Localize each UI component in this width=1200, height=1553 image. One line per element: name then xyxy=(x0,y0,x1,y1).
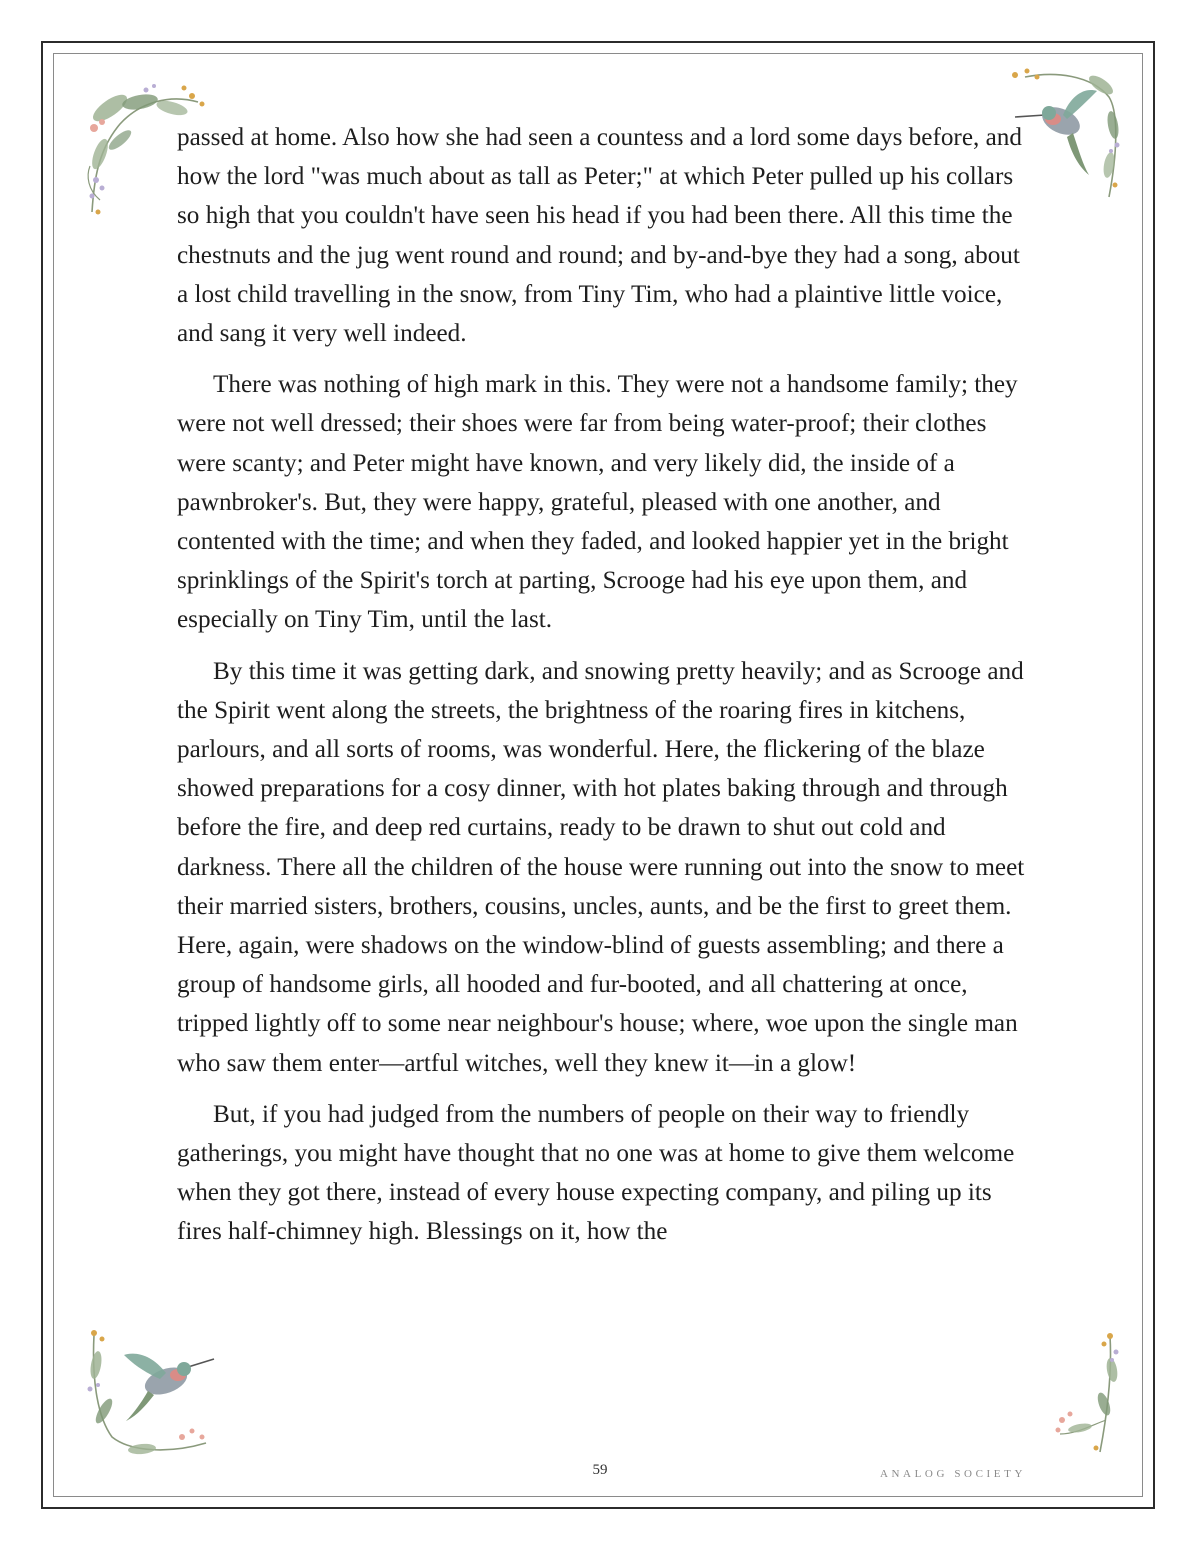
page-number: 59 xyxy=(592,1462,608,1478)
paragraph: passed at home. Also how she had seen a countess and a lord some days before, and how the lord "was much about as tall as Peter;" at which Peter pulled up his collars so high that you couldn't have seen his head if you had been there. All this time the chestnuts and the jug went round and round; and by-and-bye they had a song, about a lost child travelling in the snow, from Tiny Tim, who had a plaintive little voice, and sang it very well indeed. xyxy=(177,124,1022,348)
body-text xyxy=(177,118,1027,1264)
brand-name: ANALOG SOCIETY xyxy=(879,1468,1026,1480)
floral-corner-icon xyxy=(1050,1330,1125,1460)
paragraph: But, if you had judged from the numbers of people on their way to friendly gatherings, you might have thought that no one was at home to give them welcome when they got there, instead of every house expecting company, and piling up its fires half-chimney high. Blessings on it, how the xyxy=(177,1100,1015,1246)
paragraph: By this time it was getting dark, and snowing pretty heavily; and as Scrooge and the Spirit went along the streets, the brightness of the roaring fires in kitchens, parlours, and all sorts of rooms, was wonderful. Here, the flickering of the blaze showed preparations for a cosy dinner, with hot plates baking through and through before the fire, and deep red curtains, ready to be drawn to shut out cold and darkness. There all the children of the house were running out into the snow to meet their married sisters, brothers, cousins, uncles, aunts, and be the first to greet them. Here, again, were shadows on the window-blind of guests assembling; and there a group of handsome girls, all hooded and fur-booted, and all chattering at once, tripped lightly off to some near neighbour's house; where, woe upon the single man who saw them enter—artful witches, well they knew it—in a glow! xyxy=(177,657,1025,1077)
paragraph: There was nothing of high mark in this. They were not a handsome family; they were not well dressed; their shoes were far from being water-proof; their clothes were scanty; and Peter might have known, and very likely did, the inside of a pawnbroker's. But, they were happy, grateful, pleased with one another, and contented with the time; and when they faded, and looked happier yet in the bright sprinklings of the Spirit's torch at parting, Scrooge had his eye upon them, and especially on Tiny Tim, until the last. xyxy=(177,371,1018,634)
hummingbird-floral-icon xyxy=(82,1325,222,1460)
